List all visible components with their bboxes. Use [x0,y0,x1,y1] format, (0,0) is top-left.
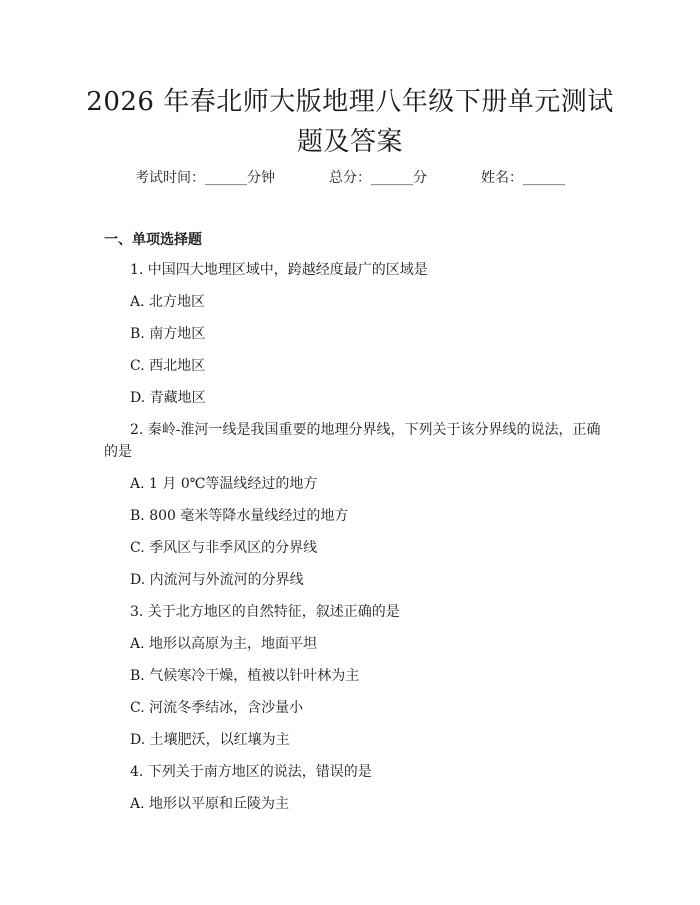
question-1-option-c: C. 西北地区 [130,358,206,374]
question-2-option-c: C. 季风区与非季风区的分界线 [130,540,318,556]
total-score-field: 总分：______分 [329,170,427,186]
question-3-stem: 3. 关于北方地区的自然特征，叙述正确的是 [130,604,400,620]
question-2-option-d: D. 内流河与外流河的分界线 [130,572,304,588]
question-1-option-a: A. 北方地区 [130,294,206,310]
question-1-stem: 1. 中国四大地理区域中，跨越经度最广的区域是 [130,262,428,278]
name-field: 姓名：______ [481,170,565,186]
question-2-stem-continued: 的是 [104,444,132,460]
question-3-option-d: D. 土壤肥沃，以红壤为主 [130,732,290,748]
question-1-option-b: B. 南方地区 [130,326,206,342]
question-3-option-c: C. 河流冬季结冰，含沙量小 [130,700,304,716]
question-2-stem: 2. 秦岭-淮河一线是我国重要的地理分界线，下列关于该分界线的说法，正确 [130,422,601,438]
question-4-stem: 4. 下列关于南方地区的说法，错误的是 [130,764,372,780]
document-title [60,82,640,162]
question-3-option-a: A. 地形以高原为主，地面平坦 [130,636,318,652]
title-line-2: 题及答案 [296,127,403,157]
exam-time-field: 考试时间：______分钟 [135,170,275,186]
exam-info [0,168,700,188]
title-line-1: 2026 年春北师大版地理八年级下册单元测试 [86,87,614,117]
question-1-option-d: D. 青藏地区 [130,390,206,406]
question-2-option-b: B. 800 毫米等降水量线经过的地方 [130,508,349,524]
section-heading: 一、单项选择题 [104,232,202,248]
question-4-option-a: A. 地形以平原和丘陵为主 [130,796,290,812]
question-2-option-a: A. 1 月 0℃等温线经过的地方 [130,476,318,492]
question-3-option-b: B. 气候寒冷干燥，植被以针叶林为主 [130,668,360,684]
